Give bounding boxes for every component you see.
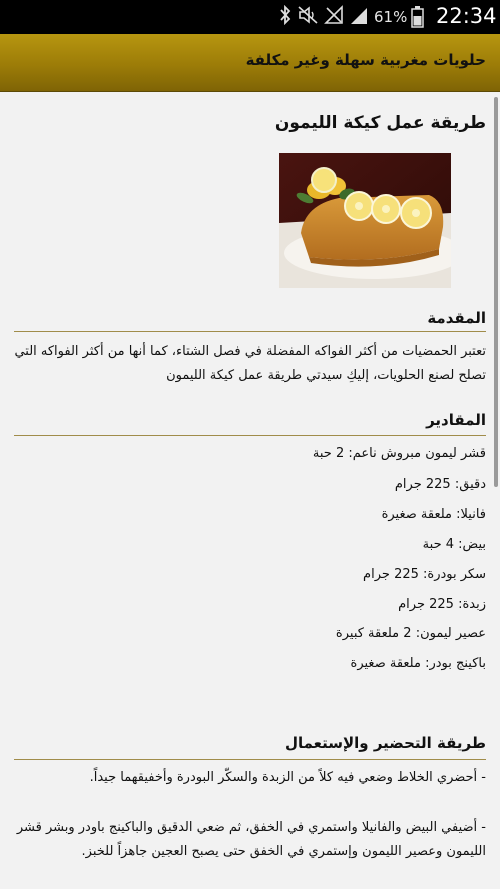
app-title: حلويات مغربية سهلة وغير مكلفة (245, 51, 486, 69)
signal-icon (350, 5, 368, 29)
ingredient-item: بيض: 4 حبة (422, 537, 486, 552)
status-icons (278, 6, 368, 28)
intro-heading: المقدمة (427, 309, 486, 327)
intro-divider (14, 331, 486, 332)
article-title: طريقة عمل كيكة الليمون (274, 113, 486, 133)
preparation-step: - أحضري الخلاط وضعي فيه كلاً من الزبدة والسكّر البودرة وأخفيقهما جيداً. (89, 770, 486, 785)
intro-text: تعتبر الحمضيات من أكثر الفواكه المفضلة في فصل الشتاء، كما أنها من أكثر الفواكه التي تصلح لصنع الحلويات، إليكِ سيدتي طريقة عمل كيكة الليمون (14, 344, 486, 383)
battery-percent: 61% (374, 8, 408, 26)
article-content[interactable] (0, 92, 500, 889)
preparation-heading: طريقة التحضير والإستعمال (284, 734, 486, 752)
ingredient-item: قشر ليمون مبروش ناعم: 2 حبة (312, 446, 486, 461)
ingredient-item: زبدة: 225 جرام (398, 597, 486, 612)
preparation-divider (14, 759, 486, 760)
lemon-cake-image (279, 153, 451, 288)
ingredient-item: باكينج بودر: ملعقة صغيرة (350, 656, 486, 671)
battery-icon (411, 6, 424, 28)
ingredient-item: دقيق: 225 جرام (394, 477, 486, 492)
app-bar (0, 34, 500, 92)
bluetooth-icon (278, 5, 292, 29)
status-time: 22:34 (436, 4, 497, 28)
mute-icon (298, 5, 318, 29)
preparation-step: - أضيفي البيض والفانيلا واستمري في الخفق، ثم ضعي الدقيق والباكينج باودر وبشر قشر الليمون وعصير الليمون وإستمري في الخفق حتى يصبح العجين جاهزاً للخبز. (16, 820, 486, 859)
ingredient-item: عصير ليمون: 2 ملعقة كبيرة (335, 626, 486, 641)
no-signal-icon (324, 5, 344, 29)
ingredient-item: فانيلا: ملعقة صغيرة (381, 507, 486, 522)
status-bar (0, 0, 500, 34)
ingredients-heading: المقادير (426, 411, 486, 429)
scrollbar[interactable] (494, 97, 498, 487)
ingredients-divider (14, 435, 486, 436)
ingredient-item: سكر بودرة: 225 جرام (363, 567, 486, 582)
